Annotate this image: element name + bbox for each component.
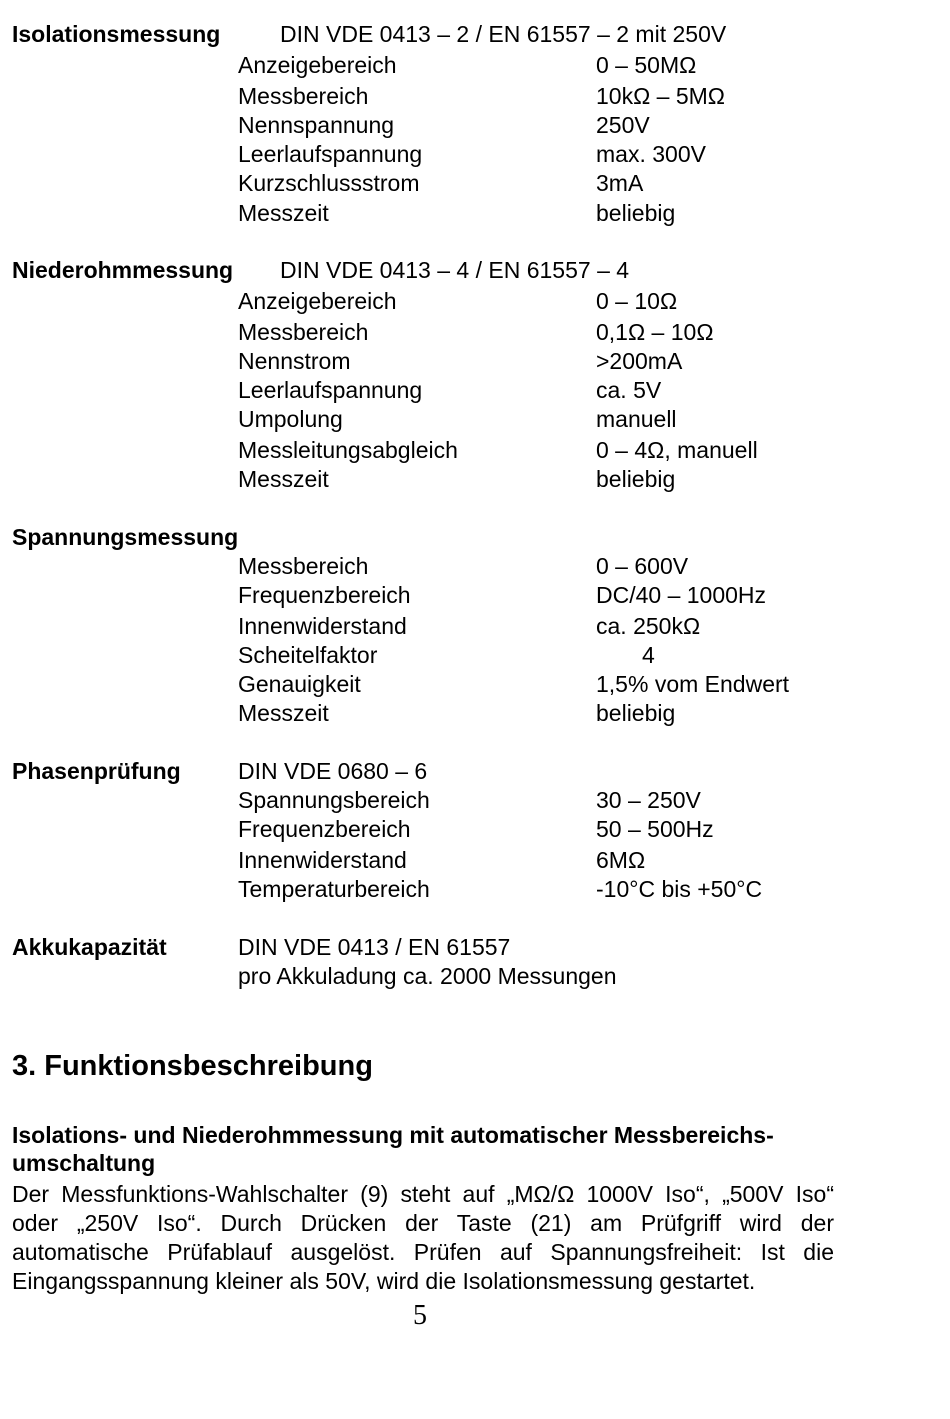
spec-value: ca. 5V xyxy=(596,377,662,403)
spec-label: Kurzschlussstrom xyxy=(238,170,420,196)
spec-label: Messzeit xyxy=(238,200,329,226)
phase-heading: Phasenprüfung xyxy=(12,758,181,784)
battery-norm: DIN VDE 0413 / EN 61557 xyxy=(238,934,511,960)
spec-value: 1,5% vom Endwert xyxy=(596,671,790,697)
spec-label: Nennstrom xyxy=(238,348,351,374)
spec-value: max. 300V xyxy=(596,141,706,167)
section-title: 3. Funktionsbeschreibung xyxy=(12,1050,373,1082)
body-paragraph: Der Messfunktions-Wahlschalter (9) steht auf „MΩ/Ω 1000V Iso“, „500V Iso“ oder „250V Iso“. Durch Drücken der Taste (21) am Prüfgriff wird der automatische Prüfablauf ausgelöst. Prüfen auf Spannungsfreiheit: Ist die Eingangsspannung kleiner als 50V, wird die Isolationsmessung gestartet. xyxy=(12,1181,834,1294)
spec-value: beliebig xyxy=(596,200,676,226)
spec-label: Frequenzbereich xyxy=(238,582,411,608)
spec-label: Anzeigebereich xyxy=(238,52,397,78)
spec-value: 50 – 500Hz xyxy=(596,816,714,842)
lowohm-heading: Niederohmmessung xyxy=(12,257,234,283)
spec-label: Umpolung xyxy=(238,406,343,432)
lowohm-norm: DIN VDE 0413 – 4 / EN 61557 – 4 xyxy=(280,257,630,283)
spec-value: 250V xyxy=(596,112,650,138)
battery-note: pro Akkuladung ca. 2000 Messungen xyxy=(238,963,617,989)
spec-label: Messbereich xyxy=(238,553,369,579)
voltage-heading: Spannungsmessung xyxy=(12,524,239,550)
spec-label: Messzeit xyxy=(238,700,329,726)
spec-label: Anzeigebereich xyxy=(238,288,397,314)
spec-value: beliebig xyxy=(596,700,676,726)
isolation-heading: Isolationsmessung xyxy=(12,21,221,47)
spec-value: DC/40 – 1000Hz xyxy=(596,582,767,608)
spec-label: Temperaturbereich xyxy=(238,876,430,902)
spec-label: Scheitelfaktor xyxy=(238,642,378,668)
page-number: 5 xyxy=(413,1300,427,1331)
spec-label: Leerlaufspannung xyxy=(238,377,423,403)
spec-value: 3mA xyxy=(596,170,644,196)
spec-label: Innenwiderstand xyxy=(238,847,407,873)
spec-label: Messleitungsabgleich xyxy=(238,437,458,463)
spec-value: beliebig xyxy=(596,466,676,492)
subsection-title: Isolations- und Niederohmmessung mit automatischer Messbereichs-umschaltung xyxy=(12,1122,774,1176)
spec-label: Leerlaufspannung xyxy=(238,141,423,167)
spec-value: ca. 250kΩ xyxy=(596,613,701,639)
spec-value: manuell xyxy=(596,406,677,432)
spec-value: 0 – 50MΩ xyxy=(596,52,697,78)
isolation-norm: DIN VDE 0413 – 2 / EN 61557 – 2 mit 250V xyxy=(280,21,727,47)
spec-value: 0 – 10Ω xyxy=(596,288,678,314)
spec-value: 0,1Ω – 10Ω xyxy=(596,319,714,345)
spec-value: 10kΩ – 5MΩ xyxy=(596,83,725,109)
spec-value: 30 – 250V xyxy=(596,787,701,813)
spec-label: Messbereich xyxy=(238,319,369,345)
spec-value: -10°C bis +50°C xyxy=(596,876,763,902)
spec-label: Genauigkeit xyxy=(238,671,361,697)
spec-label: Messzeit xyxy=(238,466,329,492)
spec-label: Messbereich xyxy=(238,83,369,109)
phase-norm: DIN VDE 0680 – 6 xyxy=(238,758,428,784)
spec-value: >200mA xyxy=(596,348,683,374)
spec-label: Frequenzbereich xyxy=(238,816,411,842)
spec-value: 0 – 600V xyxy=(596,553,689,579)
spec-value: 6MΩ xyxy=(596,847,646,873)
spec-label: Spannungsbereich xyxy=(238,787,430,813)
spec-label: Innenwiderstand xyxy=(238,613,407,639)
battery-heading: Akkukapazität xyxy=(12,934,167,960)
spec-value: 4 xyxy=(642,642,655,668)
spec-label: Nennspannung xyxy=(238,112,395,138)
spec-value: 0 – 4Ω, manuell xyxy=(596,437,758,463)
